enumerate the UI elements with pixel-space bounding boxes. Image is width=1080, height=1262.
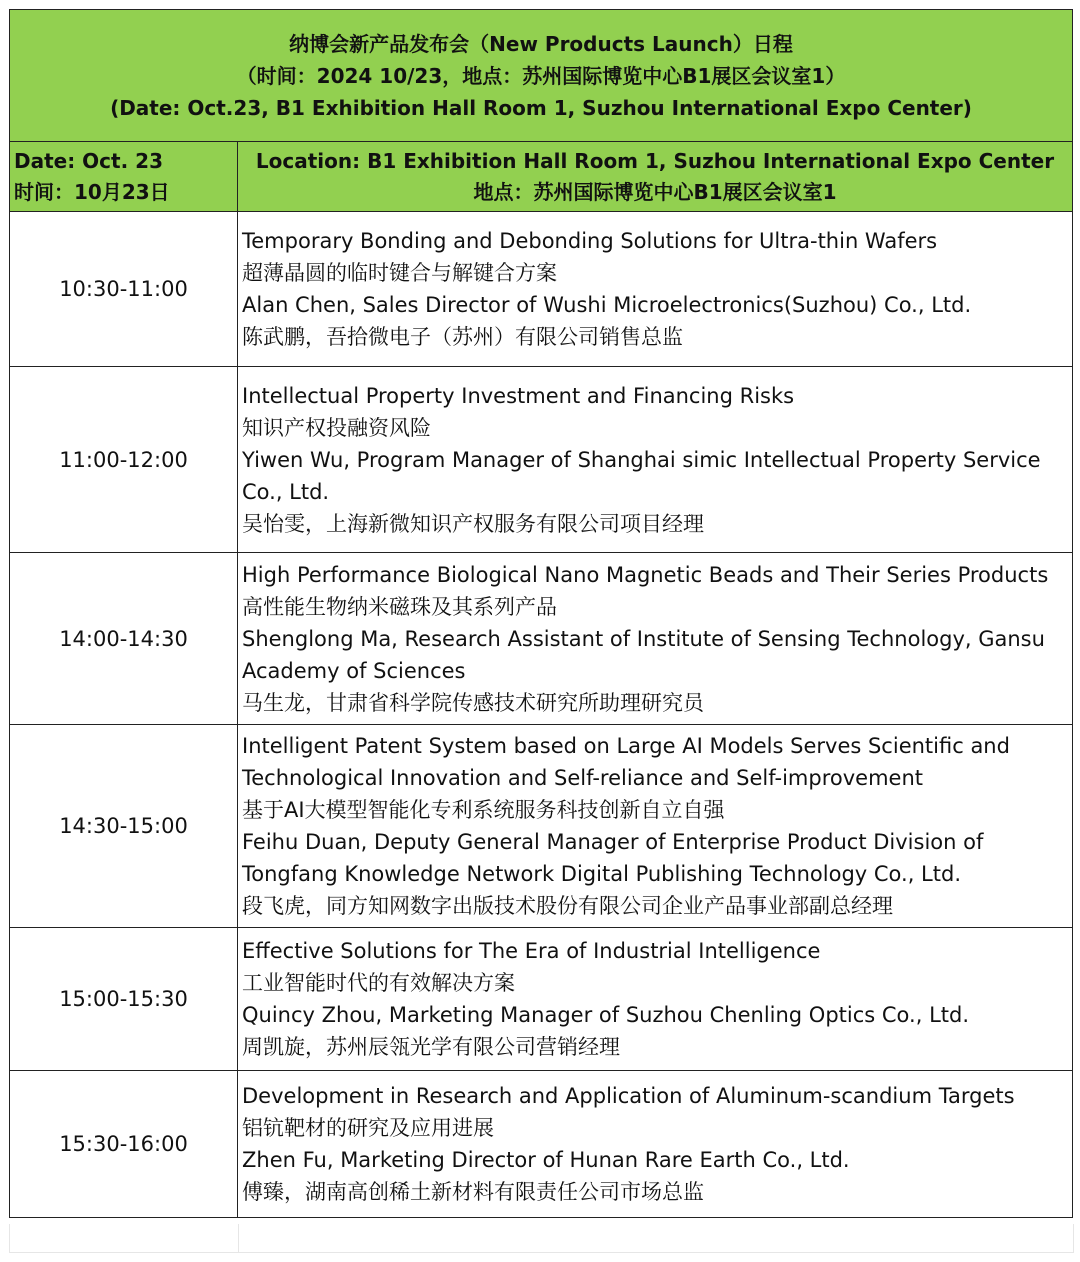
session-speaker-en: Zhen Fu, Marketing Director of Hunan Rare Earth Co., Ltd. [242, 1148, 850, 1172]
session-time: 14:00-14:30 [10, 553, 238, 725]
session-title-cn: 工业智能时代的有效解决方案 [242, 971, 515, 995]
session-title-en: Temporary Bonding and Debonding Solutions for Ultra-thin Wafers [242, 229, 938, 253]
session-speaker-cn: 傅臻，湖南高创稀土新材料有限责任公司市场总监 [242, 1180, 704, 1204]
title-row [10, 10, 1073, 142]
session-time: 11:00-12:00 [10, 367, 238, 553]
session-time: 15:30-16:00 [10, 1071, 238, 1218]
session-row [10, 1071, 1073, 1218]
session-speaker-en: Quincy Zhou, Marketing Manager of Suzhou Chenling Optics Co., Ltd. [242, 1003, 970, 1027]
title-cell [10, 10, 1073, 142]
date-header-cell [10, 142, 238, 212]
session-speaker-cn: 周凯旋，苏州辰瓴光学有限公司营销经理 [242, 1035, 620, 1059]
session-title-en: Development in Research and Application of Aluminum-scandium Targets [242, 1084, 1015, 1108]
location-cn: 地点：苏州国际博览中心B1展区会议室1 [473, 179, 837, 204]
location-en: Location: B1 Exhibition Hall Room 1, Suzhou International Expo Center [255, 148, 1055, 173]
session-row [10, 725, 1073, 928]
session-details [238, 553, 1073, 725]
session-details [238, 1071, 1073, 1218]
session-title-en: Effective Solutions for The Era of Industrial Intelligence [242, 939, 821, 963]
session-title-en: Intellectual Property Investment and Financing Risks [242, 383, 795, 408]
location-header-cell [238, 142, 1073, 212]
session-details [238, 928, 1073, 1071]
session-row [10, 367, 1073, 553]
trailing-empty-row [9, 1224, 1074, 1253]
date-en: Date: Oct. 23 [14, 148, 163, 173]
session-speaker-en: Yiwen Wu, Program Manager of Shanghai simic Intellectual Property Service Co., Ltd. [242, 447, 1041, 504]
session-speaker-cn: 陈武鹏，吾拾微电子（苏州）有限公司销售总监 [242, 325, 683, 349]
trailing-divider [238, 1224, 239, 1252]
header-row [10, 142, 1073, 212]
session-speaker-cn: 段飞虎，同方知网数字出版技术股份有限公司企业产品事业部副总经理 [242, 894, 893, 918]
title-line-2: （时间：2024 10/23，地点：苏州国际博览中心B1展区会议室1） [236, 63, 846, 88]
session-details [238, 725, 1073, 928]
session-speaker-cn: 马生龙，甘肃省科学院传感技术研究所助理研究员 [242, 690, 704, 715]
session-title-cn: 知识产权投融资风险 [242, 415, 431, 440]
session-row [10, 928, 1073, 1071]
session-speaker-en: Shenglong Ma, Research Assistant of Institute of Sensing Technology, Gansu Academy of Sciences [242, 626, 1045, 683]
session-title-cn: 铝钪靶材的研究及应用进展 [242, 1116, 494, 1140]
session-time: 14:30-15:00 [10, 725, 238, 928]
session-row [10, 553, 1073, 725]
session-time: 10:30-11:00 [10, 212, 238, 367]
session-title-cn: 高性能生物纳米磁珠及其系列产品 [242, 594, 557, 619]
session-speaker-en: Alan Chen, Sales Director of Wushi Microelectronics(Suzhou) Co., Ltd. [242, 293, 972, 317]
schedule-table [9, 9, 1073, 1218]
session-title-cn: 基于AI大模型智能化专利系统服务科技创新自立自强 [242, 798, 725, 822]
session-details [238, 367, 1073, 553]
session-details [238, 212, 1073, 367]
session-row [10, 212, 1073, 367]
session-time: 15:00-15:30 [10, 928, 238, 1071]
session-title-en: Intelligent Patent System based on Large AI Models Serves Scientific and Technological Innovation and Self-reliance and Self-improvement [242, 734, 1010, 790]
title-line-1: 纳博会新产品发布会（New Products Launch）日程 [289, 31, 793, 56]
date-cn: 时间：10月23日 [14, 179, 170, 204]
session-speaker-cn: 吴怡雯，上海新微知识产权服务有限公司项目经理 [242, 511, 704, 536]
session-title-en: High Performance Biological Nano Magnetic Beads and Their Series Products [242, 562, 1049, 587]
session-speaker-en: Feihu Duan, Deputy General Manager of Enterprise Product Division of Tongfang Knowledge Network Digital Publishing Technology Co., Ltd. [242, 830, 984, 886]
title-line-3: (Date: Oct.23, B1 Exhibition Hall Room 1, Suzhou International Expo Center) [110, 95, 972, 120]
session-title-cn: 超薄晶圆的临时键合与解键合方案 [242, 261, 557, 285]
